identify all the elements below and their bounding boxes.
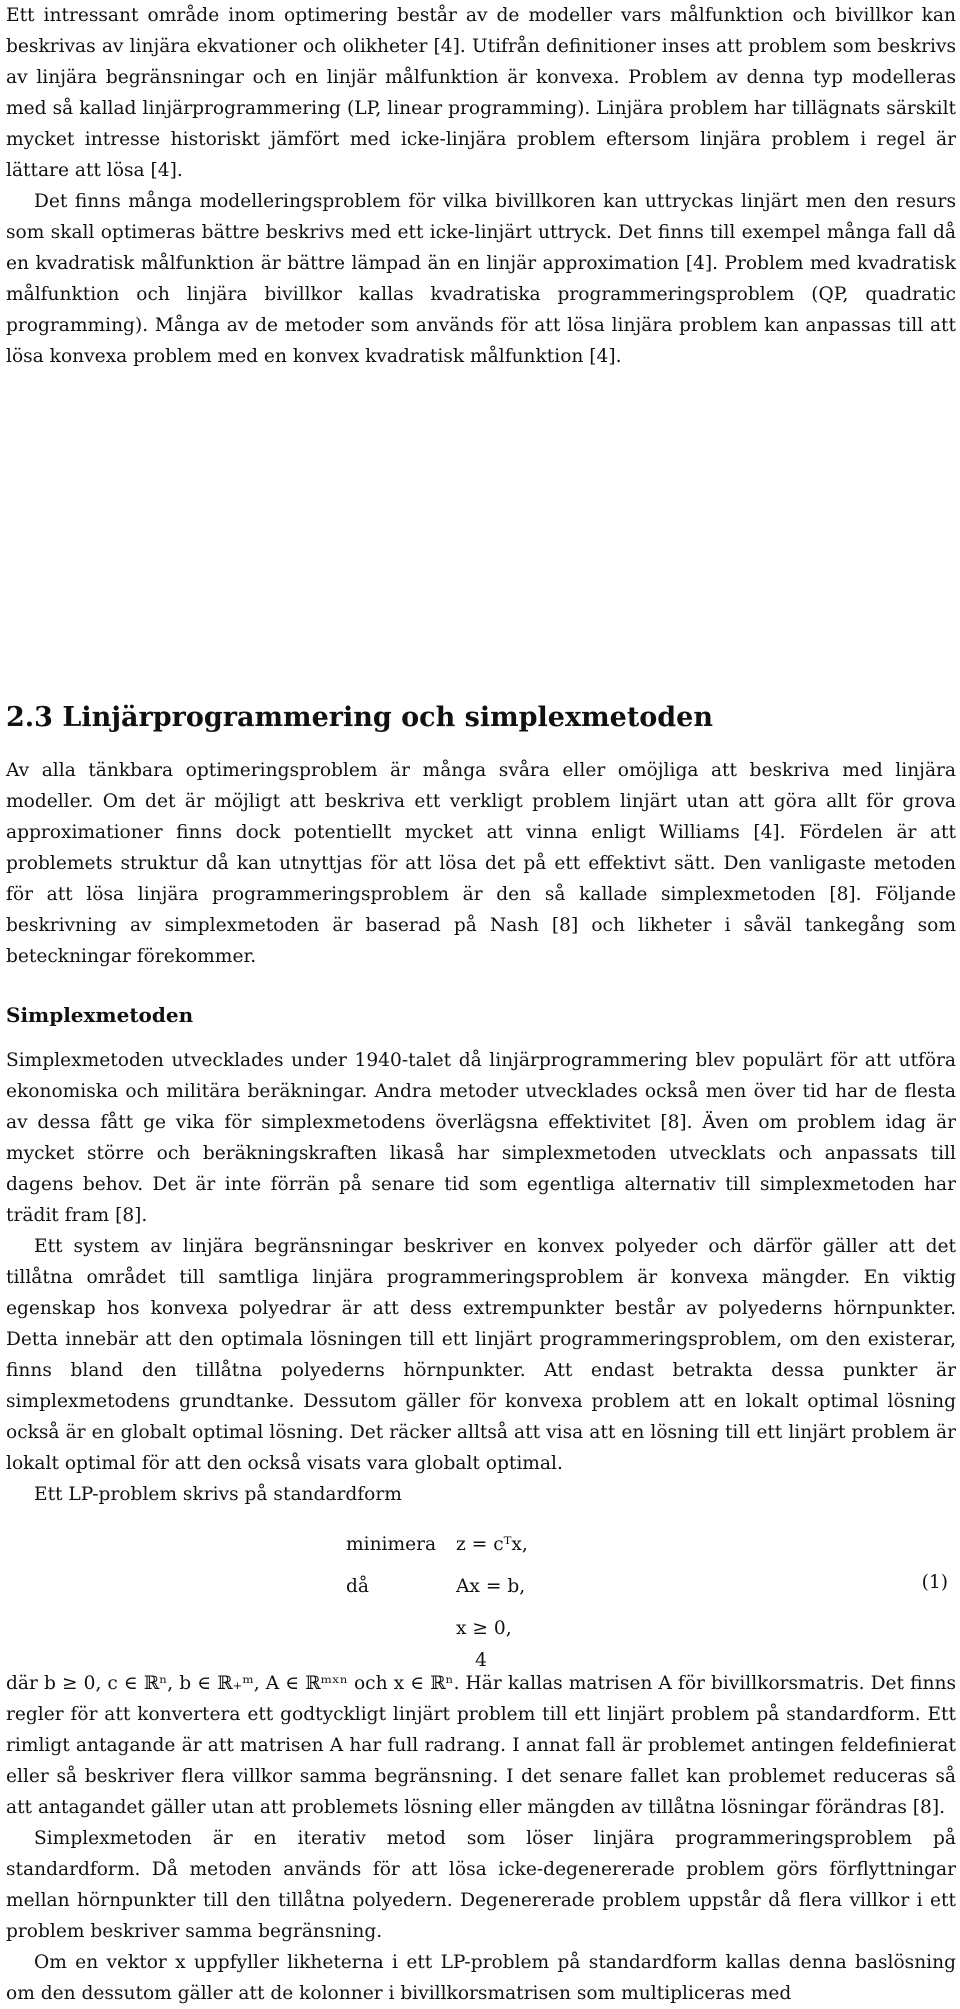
equation-row-nonneg <box>346 1614 512 1644</box>
equation-nonnegativity: x ≥ 0, <box>456 1618 512 1639</box>
paragraph-qp: Det finns många modelleringsproblem för vilka bivillkoren kan uttryckas linjärt men den resurs som skall optimeras bättre beskrivs med ett icke-linjärt uttryck. Det finns till exempel många fall då en kvadratisk målfunktion är bättre lämpad än en linjär approximation [4]. Problem med kvadratisk målfunktion och linjära bivillkor kallas kvadratiska programmeringsproblem (QP, quadratic programming). Många av de metoder som används för att lösa linjära problem kan anpassas till att lösa konvexa problem med en konvex kvadratisk målfunktion [4]. <box>6 191 956 367</box>
equation-standard-form <box>6 1520 956 1660</box>
page-number: 4 <box>475 1650 487 1671</box>
equation-number: (1) <box>921 1572 948 1593</box>
paragraph-standard-form-intro: Ett LP-problem skrivs på standardform <box>34 1484 402 1505</box>
intro-section <box>6 0 956 372</box>
equation-label-subject-to: då <box>346 1576 369 1597</box>
paragraph-lp-intro: Ett intressant område inom optimering består av de modeller vars målfunktion och bivillkor kan beskrivas av linjära ekvationer och olikheter [4]. Utifrån definitioner inses att problem som beskrivs av linjära begränsningar och en linjär målfunktion är konvexa. Problem av denna typ modelleras med så kallad linjärprogrammering (LP, linear programming). Linjära problem har tillägnats särskilt mycket intresse historiskt jämfört med icke-linjära problem eftersom linjära problem i regel är lättare att lösa [4]. <box>6 5 956 181</box>
paragraph-basic-solution: Om en vektor x uppfyller likheterna i ett LP-problem på standardform kallas denna baslösning om den dessutom gäller att de kolonner i bivillkorsmatrisen som multipliceras med <box>6 1952 956 2004</box>
equation-row-constraint <box>346 1572 525 1602</box>
equation-row-objective <box>346 1530 528 1560</box>
paragraph-polyhedron: Ett system av linjära begränsningar beskriver en konvex polyeder och därför gäller att det tillåtna området till samtliga linjära programmeringsproblem är konvexa mängder. En viktig egenskap hos konvexa polyedrar är att dess extrempunkter består av polyederns hörnpunkter. Detta innebär att den optimala lösningen till ett linjärt programmeringsproblem, om den existerar, finns bland den tillåtna polyederns hörnpunkter. Att endast betrakta dessa punkter är simplexmetodens grundtanke. Dessutom gäller för konvexa problem att en lokalt optimal lösning också är en globalt optimal lösning. Det räcker alltså att visa att en lösning till ett linjärt problem är lokalt optimal för att den också visats vara globalt optimal. <box>6 1236 956 1474</box>
paragraph-linear-models: Av alla tänkbara optimeringsproblem är många svåra eller omöjliga att beskriva med linjära modeller. Om det är möjligt att beskriva ett verkligt problem linjärt utan att göra allt för grova approximationer finns dock potentiellt mycket att vinna enligt Williams [4]. Fördelen är att problemets struktur då kan utnyttjas för att lösa det på ett effektivt sätt. Den vanligaste metoden för att lösa linjära programmeringsproblem är den så kallade simplexmetoden [8]. Följande beskrivning av simplexmetoden är baserad på Nash [8] och likheter i såväl tankegång som beteckningar förekommer. <box>6 760 956 967</box>
equation-constraint: Ax = b, <box>456 1576 526 1597</box>
simplex-section <box>6 1045 956 2009</box>
paragraph-iterative-method: Simplexmetoden är en iterativ metod som löser linjära programmeringsproblem på standardform. Då metoden används för att lösa icke-degenererade problem görs förflyttningar mellan hörnpunkter till den tillåtna polyedern. Degenererade problem uppstår då flera villkor i ett problem beskriver samma begränsning. <box>6 1828 956 1942</box>
equation-objective: z = cᵀx, <box>456 1534 528 1555</box>
section-heading: 2.3 Linjärprogrammering och simplexmetoden <box>6 702 713 733</box>
subsection-heading: Simplexmetoden <box>6 1003 194 1027</box>
paragraph-simplex-history: Simplexmetoden utvecklades under 1940-talet då linjärprogrammering blev populärt för att utföra ekonomiska och militära beräkningar. Andra metoder utvecklades också men över tid har de flesta av dessa fått ge vika för simplexmetodens överlägsna effektivitet [8]. Även om problem idag är mycket större och beräkningskraften likaså har simplexmetoden utvecklats och anpassats till dagens behov. Det är inte förrän på senare tid som egentliga alternativ till simplexmetoden har trädit fram [8]. <box>6 1050 956 1226</box>
section-body <box>6 755 956 972</box>
paragraph-constraint-matrix: där b ≥ 0, c ∈ ℝⁿ, b ∈ ℝ₊ᵐ, A ∈ ℝᵐˣⁿ och x ∈ ℝⁿ. Här kallas matrisen A för bivillkorsmatris. Det finns regler för att konvertera ett godtyckligt linjärt problem till ett linjärt problem på standardform. Ett rimligt antagande är att matrisen A har full radrang. I annat fall är problemet antingen feldefinierat eller så beskriver flera villkor samma begränsning. I det senare fallet kan problemet reduceras så att antagandet gäller utan att problemets lösning eller mängden av tillåtna lösningar förändras [8]. <box>6 1673 956 1818</box>
equation-label-minimize: minimera <box>346 1534 437 1555</box>
